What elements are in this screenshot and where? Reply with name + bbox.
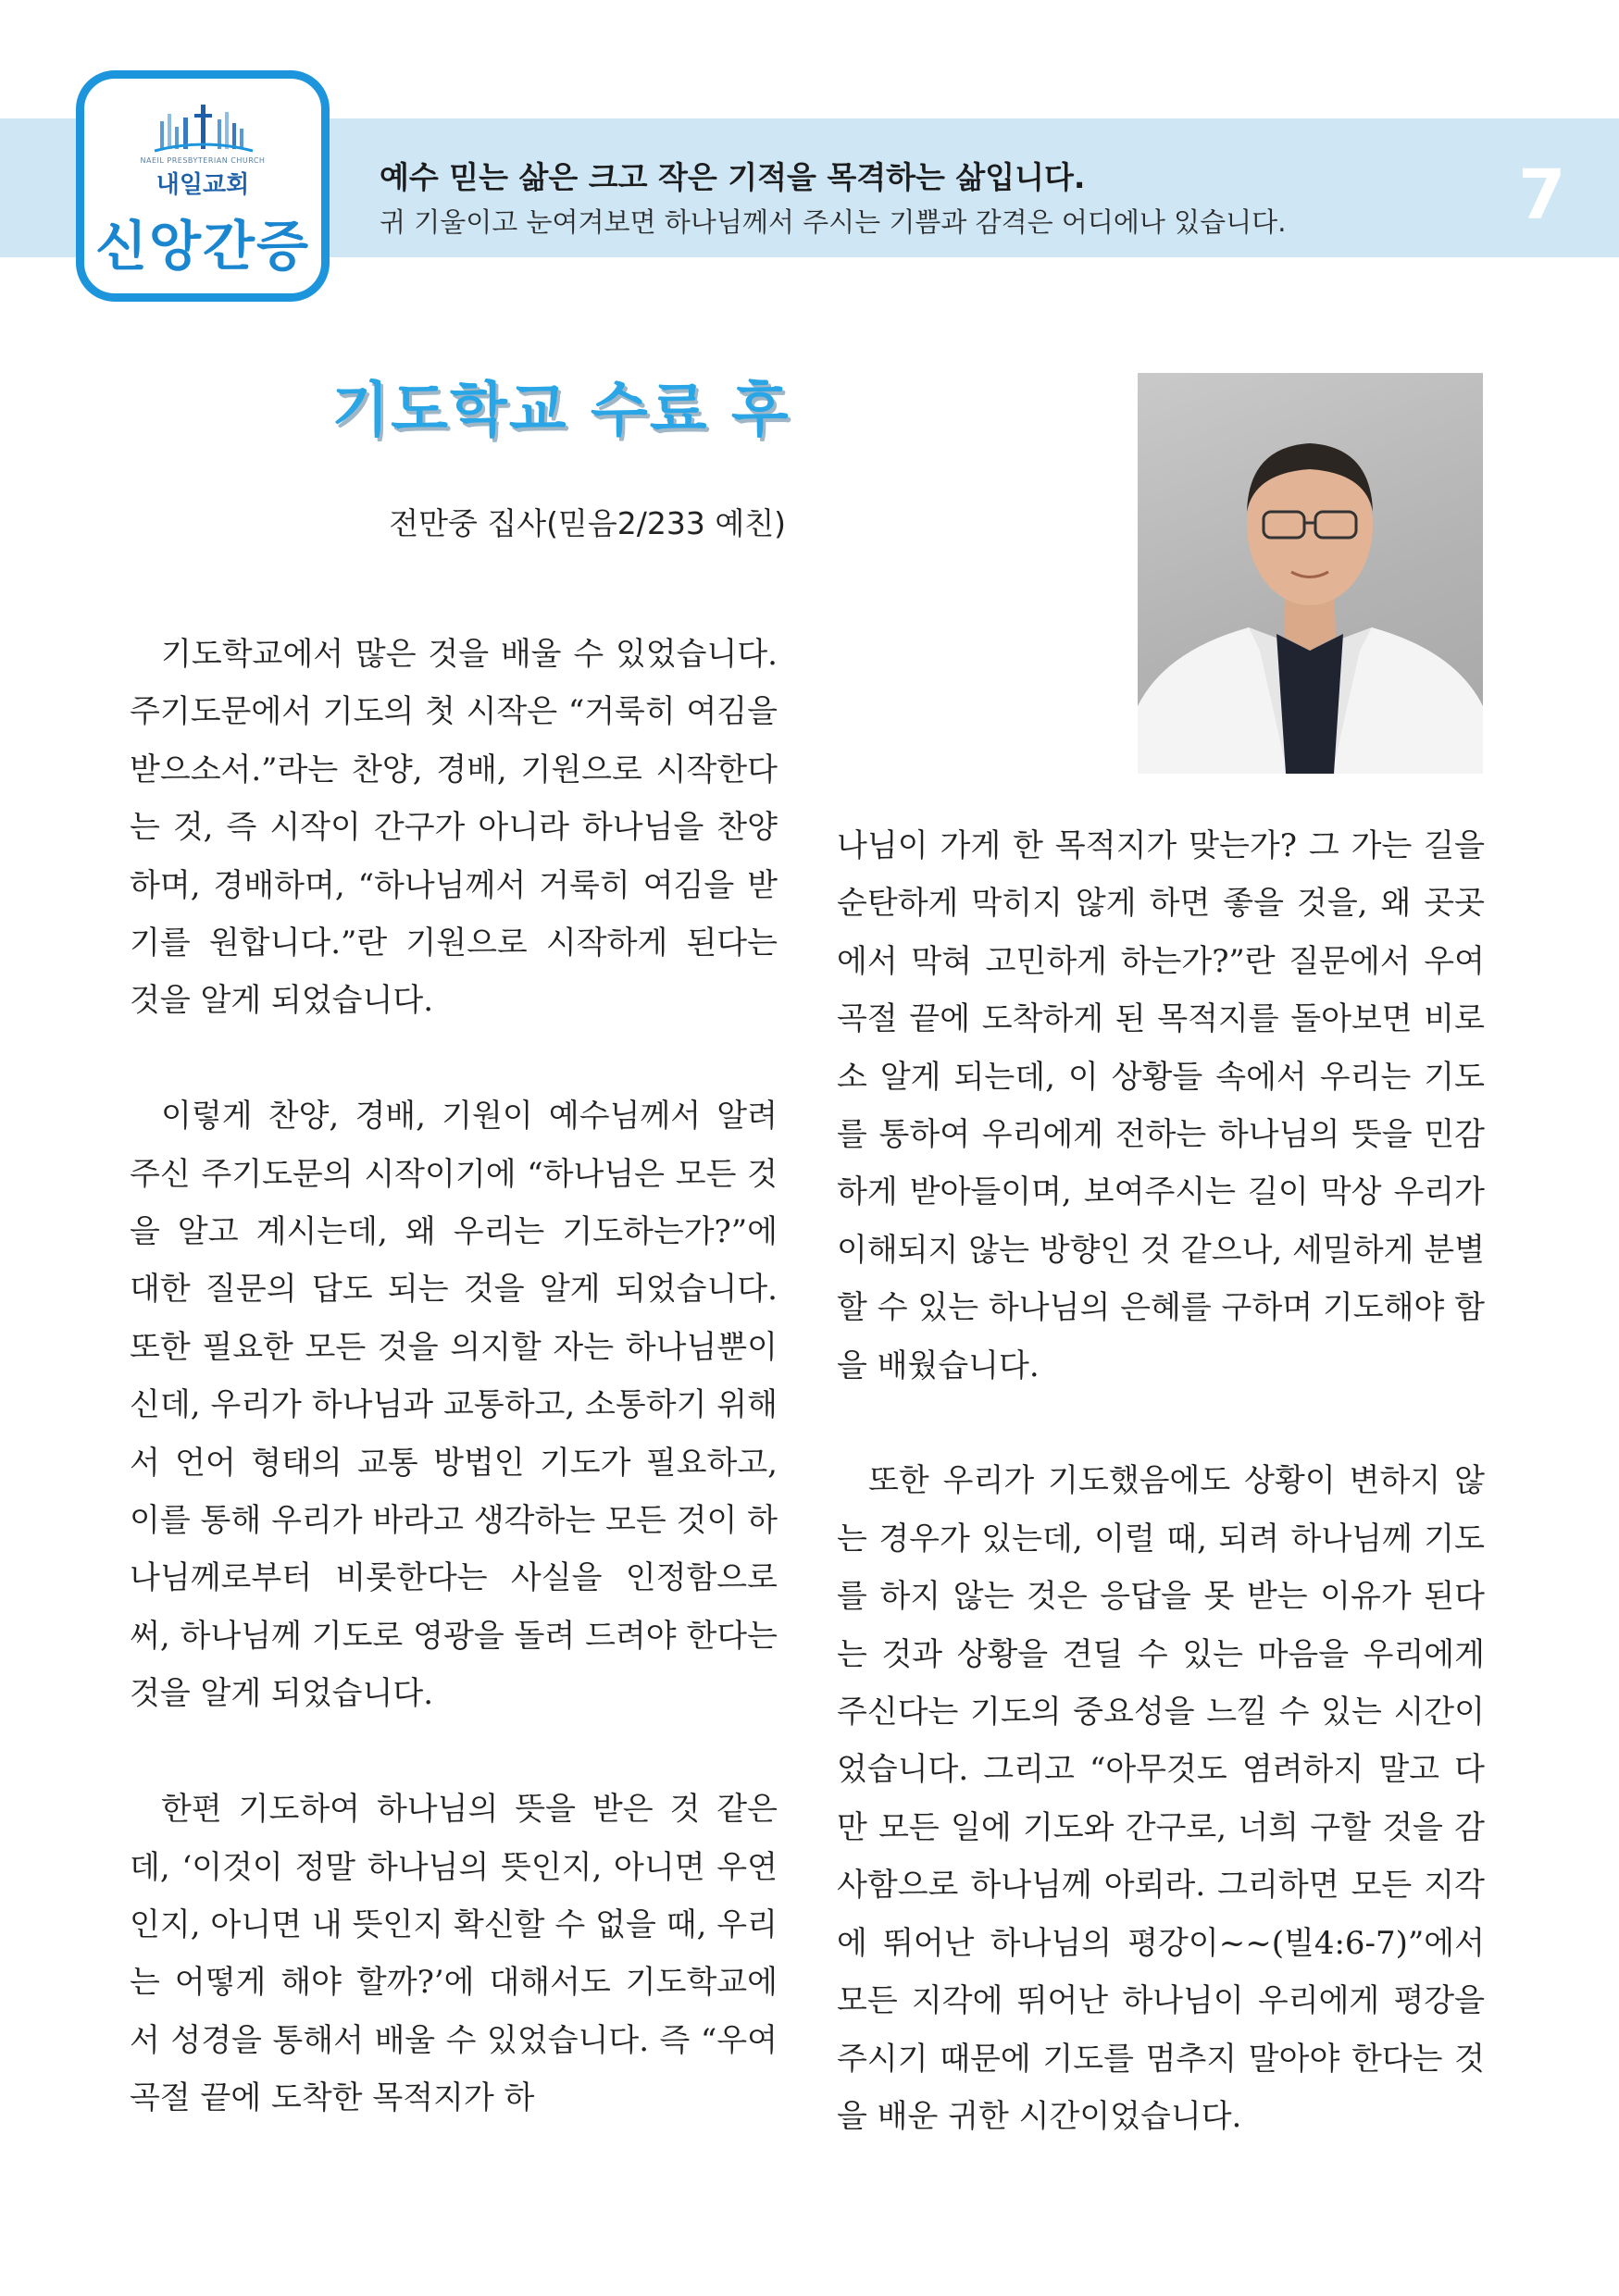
paragraph: 또한 우리가 기도했음에도 상황이 변하지 않는 경우가 있는데, 이럴 때, 되려 하나님께 기도를 하지 않는 것은 응답을 못 받는 이유가 된다는 것과 상황을 견딜 수 있는 마음을 우리에게 주신다는 기도의 중요성을 느낄 수 있는 시간이었습니다. 그리고 “아무것도 염려하지 말고 다만 모든 일에 기도와 간구로, 너희 구할 것을 감사함으로 하나님께 아뢰라. 그리하면 모든 지각에 뛰어난 하나님의 평강이~~(빌4:6-7)”에서 모든 지각에 뛰어난 하나님이 우리에게 평강을 주시기 때문에 기도를 멈추지 말아야 한다는 것을 배운 귀한 시간이었습니다. (837, 1462, 1485, 2135)
portrait-illustration (1138, 373, 1483, 774)
page-number: 7 (1518, 155, 1566, 235)
paragraph: 나님이 가게 한 목적지가 맞는가? 그 가는 길을 순탄하게 막히지 않게 하면 좋을 것을, 왜 곳곳에서 막혀 고민하게 하는가?”란 질문에서 우여곡절 끝에 도착하게 된 목적지를 돌아보면 비로소 알게 되는데, 이 상황들 속에서 우리는 기도를 통하여 우리에게 전하는 하나님의 뜻을 민감하게 받아들이며, 보여주시는 길이 막상 우리가 이해되지 않는 방향인 것 같으나, 세밀하게 분별할 수 있는 하나님의 은혜를 구하며 기도해야 함을 배웠습니다. (837, 827, 1485, 1384)
paragraph: 이렇게 찬양, 경배, 기원이 예수님께서 알려주신 주기도문의 시작이기에 “하나님은 모든 것을 알고 계시는데, 왜 우리는 기도하는가?”에 대한 질문의 답도 되는 것을 알게 되었습니다. 또한 필요한 모든 것을 의지할 자는 하나님뿐이신데, 우리가 하나님과 교통하고, 소통하기 위해서 언어 형태의 교통 방법인 기도가 필요하고, 이를 통해 우리가 바라고 생각하는 모든 것이 하나님께로부터 비롯한다는 사실을 인정함으로써, 하나님께 기도로 영광을 돌려 드려야 한다는 것을 알게 되었습니다. (130, 1098, 778, 1713)
paragraph: 한편 기도하여 하나님의 뜻을 받은 것 같은데, ‘이것이 정말 하나님의 뜻인지, 아니면 우연인지, 아니면 내 뜻인지 확신할 수 없을 때, 우리는 어떻게 해야 할까?’에 대해서도 기도학교에서 성경을 통해서 배울 수 있었습니다. 즉 “우여곡절 끝에 도착한 목적지가 하 (130, 1791, 778, 2117)
tagline-bold: 예수 믿는 삶은 크고 작은 기적을 목격하는 삶입니다. (380, 159, 1086, 195)
paragraph: 기도학교에서 많은 것을 배울 수 있었습니다. 주기도문에서 기도의 첫 시작은 “거룩히 여김을 받으소서.”라는 찬양, 경배, 기원으로 시작한다는 것, 즉 시작이 간구가 아니라 하나님을 찬양하며, 경배하며, “하나님께서 거룩히 여김을 받기를 원합니다.”란 기원으로 시작하게 된다는 것을 알게 되었습니다. (130, 636, 778, 1020)
church-skyline-icon (153, 103, 255, 155)
section-title: 신앙간증 (94, 215, 311, 278)
author-photo (1138, 373, 1483, 774)
tagline: 귀 기울이고 눈여겨보면 하나님께서 주시는 기쁨과 감격은 어디에나 있습니다. (380, 206, 1287, 238)
logo-church-name: 내일교회 (156, 171, 250, 199)
logo-english-name: NAEIL PRESBYTERIAN CHURCH (140, 156, 266, 165)
article-title: 기도학교 수료 후 (331, 377, 791, 445)
article-column-left (130, 626, 778, 2128)
article-column-right (837, 817, 1485, 2145)
article-author: 전만중 집사(믿음2/233 예친) (389, 505, 786, 541)
section-logo (76, 70, 330, 302)
